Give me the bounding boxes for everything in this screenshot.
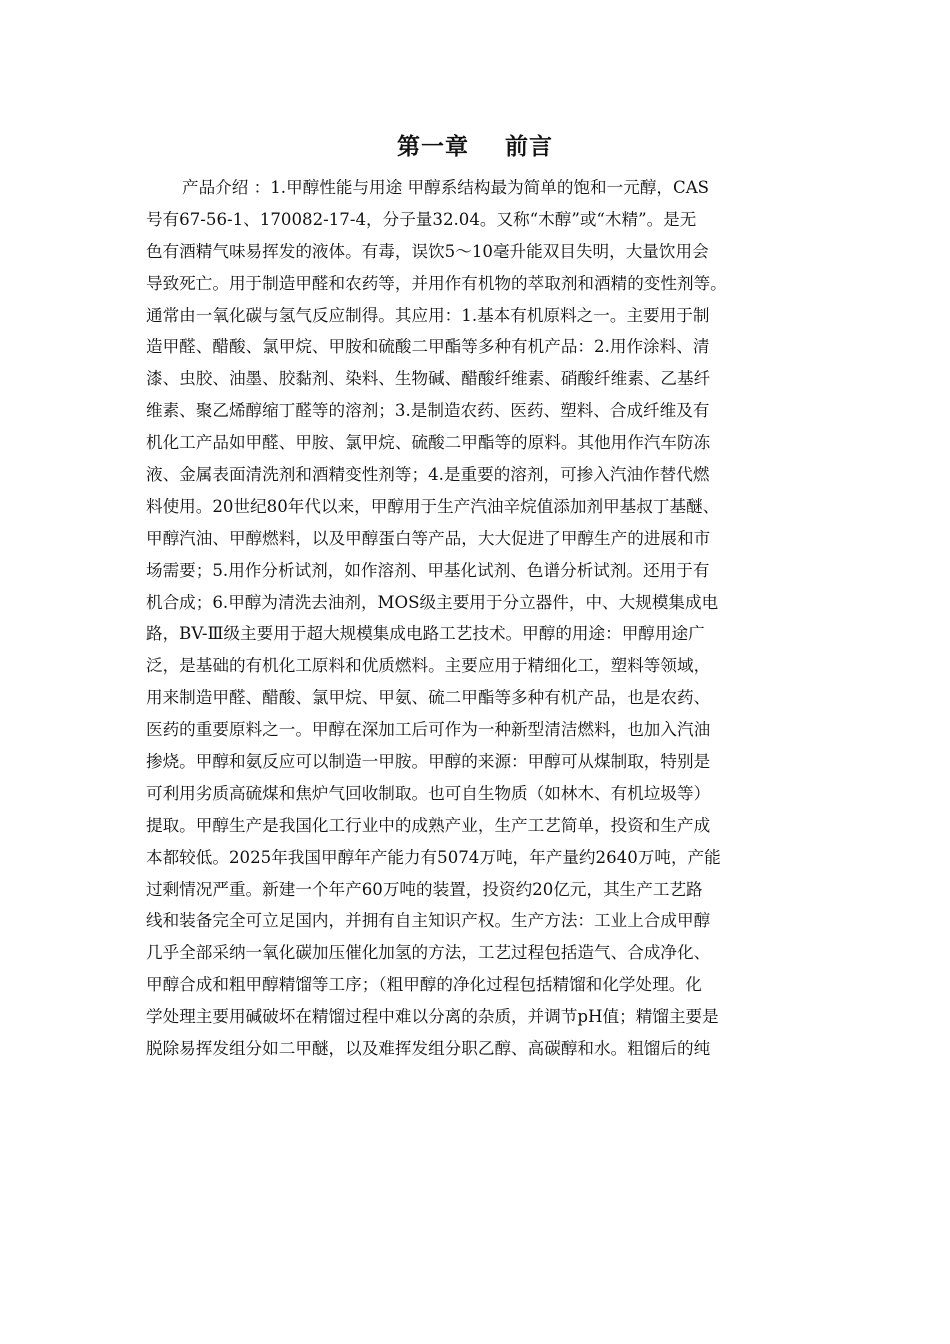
text-line: 甲醇汽油、甲醇燃料，以及甲醇蛋白等产品，大大促进了甲醇生产的进展和市: [146, 528, 711, 548]
text-line: 造甲醛、醋酸、氯甲烷、甲胺和硫酸二甲酯等多种有机产品：2.用作涂料、清: [146, 337, 710, 357]
text-line: 掺烧。甲醇和氨反应可以制造一甲胺。甲醇的来源：甲醇可从煤制取，特别是: [146, 752, 711, 772]
text-line: 可利用劣质高硫煤和焦炉气回收制取。也可自生物质（如林木、有机垃圾等）: [146, 783, 711, 803]
text-line: 甲醇合成和粗甲醇精馏等工序；（粗甲醇的净化过程包括精馏和化学处理。化: [146, 975, 702, 995]
text-line: 泛，是基础的有机化工原料和优质燃料。主要应用于精细化工，塑料等领域，: [146, 656, 711, 676]
text-line: 色有酒精气味易挥发的液体。有毒，误饮5～10毫升能双目失明，大量饮用会: [146, 241, 709, 261]
text-line: 通常由一氧化碳与氢气反应制得。其应用：1.基本有机原料之一。主要用于制: [146, 305, 710, 325]
text-line: 本都较低。2025年我国甲醇年产能力有5074万吨，年产量约2640万吨，产能: [146, 847, 721, 867]
text-line: 维素、聚乙烯醇缩丁醛等的溶剂；3.是制造农药、医药、塑料、合成纤维及有: [146, 401, 710, 421]
text-line: 号有67-56-1、170082-17-4，分子量32.04。又称“木醇”或“木精”。是无: [146, 209, 697, 229]
text-line: 用来制造甲醛、醋酸、氯甲烷、甲氨、硫二甲酯等多种有机产品，也是农药、: [146, 688, 711, 708]
chapter-title: 第一章 前言: [396, 134, 554, 160]
text-line: 漆、虫胶、油墨、胶黏剂、染料、生物碱、醋酸纤维素、硝酸纤维素、乙基纤: [146, 369, 711, 389]
text-line: 医药的重要原料之一。甲醇在深加工后可作为一种新型清洁燃料，也加入汽油: [146, 720, 711, 740]
text-line: 学处理主要用碱破坏在精馏过程中难以分离的杂质，并调节pH值；精馏主要是: [146, 1007, 719, 1027]
text-line: 场需要；5.用作分析试剂，如作溶剂、甲基化试剂、色谱分析试剂。还用于有: [146, 560, 710, 580]
text-line: 导致死亡。用于制造甲醛和农药等，并用作有机物的萃取剂和酒精的变性剂等。: [146, 273, 727, 293]
text-line: 过剩情况严重。新建一个年产60万吨的装置，投资约20亿元，其生产工艺路: [146, 879, 703, 899]
text-line: 机合成；6.甲醇为清洗去油剂，MOS级主要用于分立器件，中、大规模集成电: [146, 592, 719, 612]
text-line: 提取。甲醇生产是我国化工行业中的成熟产业，生产工艺简单，投资和生产成: [146, 815, 711, 835]
text-line: 线和装备完全可立足国内，并拥有自主知识产权。生产方法：工业上合成甲醇: [146, 911, 711, 931]
text-line: 机化工产品如甲醛、甲胺、氯甲烷、硫酸二甲酯等的原料。其他用作汽车防冻: [146, 433, 711, 453]
body-paragraph: [146, 172, 806, 1065]
text-line: 脱除易挥发组分如二甲醚，以及难挥发组分职乙醇、高碳醇和水。粗馏后的纯: [146, 1039, 711, 1059]
text-line: 几乎全部采纳一氧化碳加压催化加氢的方法，工艺过程包括造气、合成净化、: [146, 943, 711, 963]
text-line: 液、金属表面清洗剂和酒精变性剂等；4.是重要的溶剂，可掺入汽油作替代燃: [146, 465, 710, 485]
text-line: 产品介绍 ：1.甲醇性能与用途 甲醇系结构最为简单的饱和一元醇，CAS: [182, 178, 710, 197]
text-line: 料使用。20世纪80年代以来，甲醇用于生产汽油辛烷值添加剂甲基叔丁基醚、: [146, 496, 720, 516]
text-line: 路，BV-Ⅲ级主要用于超大规模集成电路工艺技术。甲醇的用途：甲醇用途广: [146, 624, 705, 644]
